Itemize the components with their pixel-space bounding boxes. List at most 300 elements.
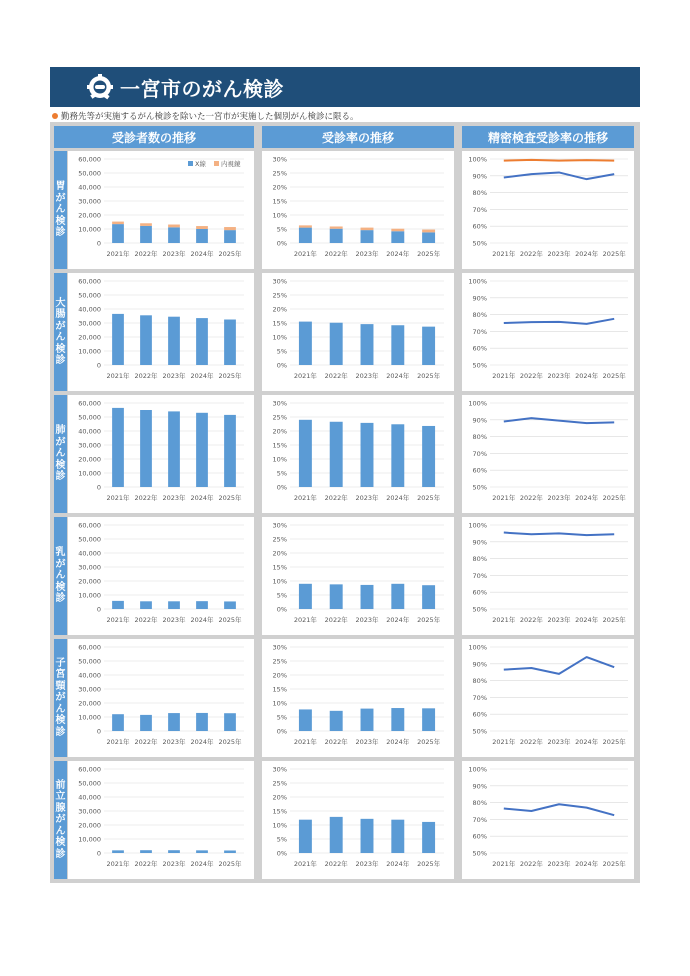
note-text: 勤務先等が実施するがん検診を除いた一宮市が実施した個別がん検診に限る。: [61, 112, 359, 122]
y-tick-label: 50,000: [78, 413, 101, 422]
y-tick-label: 20,000: [78, 699, 101, 708]
bar-X線: [196, 229, 208, 243]
x-tick-label: 2025年: [602, 616, 626, 624]
y-tick-label: 80%: [472, 677, 487, 686]
y-tick-label: 80%: [472, 799, 487, 808]
y-tick-label: 10,000: [78, 469, 101, 478]
x-tick-label: 2023年: [547, 738, 571, 746]
series-line: [504, 804, 614, 815]
x-tick-label: 2021年: [492, 860, 516, 868]
x-tick-label: 2024年: [190, 494, 214, 502]
detail-rate-chart: [462, 517, 634, 635]
x-tick-label: 2021年: [293, 372, 317, 380]
bar-X線: [330, 229, 343, 243]
y-tick-label: 30%: [272, 155, 287, 164]
x-tick-label: 2021年: [106, 250, 130, 258]
x-tick-label: 2021年: [492, 616, 516, 624]
x-tick-label: 2023年: [162, 616, 186, 624]
y-tick-label: 10,000: [78, 225, 101, 234]
bar: [196, 318, 208, 365]
y-tick-label: 50,000: [78, 535, 101, 544]
y-tick-label: 20%: [272, 427, 287, 436]
x-tick-label: 2025年: [417, 372, 441, 380]
bar: [330, 711, 343, 731]
bar-X線: [168, 227, 180, 243]
bar-内視鏡: [330, 226, 343, 228]
x-tick-label: 2025年: [218, 738, 242, 746]
series-line: [504, 418, 614, 423]
x-tick-label: 2025年: [218, 616, 242, 624]
bar-内視鏡: [361, 228, 374, 231]
x-tick-label: 2022年: [519, 250, 543, 258]
x-tick-label: 2025年: [602, 738, 626, 746]
x-tick-label: 2024年: [575, 616, 599, 624]
x-tick-label: 2024年: [386, 616, 410, 624]
bar: [330, 323, 343, 365]
y-tick-label: 100%: [468, 643, 487, 652]
legend-label: X線: [195, 160, 206, 168]
x-tick-label: 2024年: [190, 738, 214, 746]
y-tick-label: 0%: [276, 483, 287, 492]
x-tick-label: 2023年: [355, 372, 379, 380]
y-tick-label: 100%: [468, 399, 487, 408]
y-tick-label: 10%: [272, 821, 287, 830]
y-tick-label: 50%: [472, 727, 487, 736]
row-label: 子 宮 頸 が ん 検 診: [54, 639, 67, 757]
detail-rate-chart: [462, 273, 634, 391]
y-tick-label: 50,000: [78, 779, 101, 788]
y-tick-label: 40,000: [78, 549, 101, 558]
bar-X線: [361, 230, 374, 243]
series-line: [504, 533, 614, 536]
x-tick-label: 2025年: [602, 372, 626, 380]
x-tick-label: 2024年: [386, 860, 410, 868]
bar: [168, 411, 180, 487]
bar: [196, 601, 208, 609]
x-tick-label: 2021年: [106, 738, 130, 746]
x-tick-label: 2022年: [519, 616, 543, 624]
y-tick-label: 60%: [472, 222, 487, 231]
bar: [361, 324, 374, 365]
bar: [299, 709, 312, 731]
x-tick-label: 2021年: [293, 494, 317, 502]
bar-内視鏡: [299, 225, 312, 227]
x-tick-label: 2023年: [547, 494, 571, 502]
x-tick-label: 2022年: [134, 616, 158, 624]
x-tick-label: 2021年: [293, 616, 317, 624]
y-tick-label: 0: [96, 727, 101, 736]
y-tick-label: 50,000: [78, 291, 101, 300]
chart-svg: [68, 151, 254, 269]
y-tick-label: 50%: [472, 849, 487, 858]
y-tick-label: 80%: [472, 555, 487, 564]
y-tick-label: 10,000: [78, 347, 101, 356]
y-tick-label: 60,000: [78, 643, 101, 652]
bar: [140, 315, 152, 365]
count-chart: [68, 517, 254, 635]
bar-内視鏡: [196, 226, 208, 229]
y-tick-label: 10,000: [78, 835, 101, 844]
y-tick-label: 30,000: [78, 685, 101, 694]
chart-svg: [462, 151, 634, 269]
x-tick-label: 2023年: [355, 250, 379, 258]
x-tick-label: 2025年: [602, 494, 626, 502]
x-tick-label: 2023年: [547, 372, 571, 380]
y-tick-label: 100%: [468, 521, 487, 530]
bar: [391, 820, 404, 853]
chart-svg: [262, 273, 454, 391]
count-chart: [68, 761, 254, 879]
y-tick-label: 50%: [472, 361, 487, 370]
x-tick-label: 2024年: [386, 372, 410, 380]
bar: [391, 584, 404, 609]
y-tick-label: 60%: [472, 344, 487, 353]
bar-内視鏡: [391, 229, 404, 232]
rate-chart: [262, 761, 454, 879]
bar: [224, 415, 236, 487]
x-tick-label: 2024年: [386, 250, 410, 258]
detail-rate-chart: [462, 761, 634, 879]
chart-svg: [68, 273, 254, 391]
bar: [422, 822, 435, 853]
bar: [391, 424, 404, 487]
y-tick-label: 70%: [472, 571, 487, 580]
x-tick-label: 2022年: [324, 372, 348, 380]
bar: [168, 713, 180, 731]
x-tick-label: 2023年: [162, 738, 186, 746]
y-tick-label: 20,000: [78, 577, 101, 586]
x-tick-label: 2021年: [293, 738, 317, 746]
y-tick-label: 30,000: [78, 197, 101, 206]
bar: [112, 850, 124, 853]
bar-X線: [224, 230, 236, 243]
y-tick-label: 90%: [472, 660, 487, 669]
page-title: 一宮市のがん検診: [120, 76, 284, 101]
bar: [361, 423, 374, 487]
chart-svg: [462, 639, 634, 757]
y-tick-label: 0%: [276, 727, 287, 736]
y-tick-label: 20,000: [78, 821, 101, 830]
y-tick-label: 0%: [276, 239, 287, 248]
bar: [168, 317, 180, 365]
bar: [112, 601, 124, 609]
y-tick-label: 100%: [468, 155, 487, 164]
chart-svg: [262, 639, 454, 757]
bar: [422, 327, 435, 365]
x-tick-label: 2024年: [575, 494, 599, 502]
bar-内視鏡: [140, 223, 152, 226]
y-tick-label: 60%: [472, 832, 487, 841]
column-header-count: 受診者数の推移: [54, 126, 254, 148]
x-tick-label: 2025年: [602, 250, 626, 258]
x-tick-label: 2022年: [134, 860, 158, 868]
x-tick-label: 2022年: [134, 372, 158, 380]
bar: [361, 709, 374, 731]
y-tick-label: 25%: [272, 779, 287, 788]
y-tick-label: 90%: [472, 416, 487, 425]
bar: [224, 601, 236, 609]
y-tick-label: 30%: [272, 521, 287, 530]
row-label: 乳 が ん 検 診: [54, 517, 67, 635]
y-tick-label: 5%: [276, 469, 287, 478]
x-tick-label: 2023年: [162, 860, 186, 868]
series-line: [504, 657, 614, 674]
y-tick-label: 25%: [272, 413, 287, 422]
x-tick-label: 2023年: [547, 250, 571, 258]
bar-X線: [391, 231, 404, 243]
chart-svg: [262, 151, 454, 269]
y-tick-label: 70%: [472, 449, 487, 458]
y-tick-label: 25%: [272, 291, 287, 300]
x-tick-label: 2021年: [293, 860, 317, 868]
y-tick-label: 20%: [272, 305, 287, 314]
y-tick-label: 20,000: [78, 211, 101, 220]
y-tick-label: 15%: [272, 563, 287, 572]
x-tick-label: 2021年: [106, 372, 130, 380]
bar: [140, 850, 152, 853]
x-tick-label: 2021年: [106, 494, 130, 502]
y-tick-label: 100%: [468, 765, 487, 774]
y-tick-label: 30,000: [78, 807, 101, 816]
legend-label: 内視鏡: [221, 160, 241, 168]
y-tick-label: 60,000: [78, 521, 101, 530]
x-tick-label: 2022年: [324, 860, 348, 868]
x-tick-label: 2023年: [355, 738, 379, 746]
y-tick-label: 30,000: [78, 441, 101, 450]
x-tick-label: 2021年: [293, 250, 317, 258]
bar: [361, 585, 374, 609]
chart-svg: [462, 517, 634, 635]
legend-swatch: [188, 161, 193, 166]
bar: [361, 819, 374, 853]
rate-chart: [262, 151, 454, 269]
y-tick-label: 10%: [272, 211, 287, 220]
count-chart: [68, 151, 254, 269]
bar: [299, 584, 312, 609]
series-line: [504, 160, 614, 161]
bar-内視鏡: [112, 222, 124, 225]
x-tick-label: 2022年: [324, 738, 348, 746]
x-tick-label: 2021年: [492, 250, 516, 258]
y-tick-label: 20%: [272, 549, 287, 558]
y-tick-label: 50,000: [78, 169, 101, 178]
y-tick-label: 100%: [468, 277, 487, 286]
bar-X線: [140, 226, 152, 243]
x-tick-label: 2024年: [190, 250, 214, 258]
y-tick-label: 10%: [272, 577, 287, 586]
y-tick-label: 5%: [276, 835, 287, 844]
y-tick-label: 5%: [276, 347, 287, 356]
y-tick-label: 20,000: [78, 455, 101, 464]
y-tick-label: 40,000: [78, 793, 101, 802]
y-tick-label: 90%: [472, 538, 487, 547]
x-tick-label: 2022年: [519, 860, 543, 868]
chart-svg: [262, 761, 454, 879]
chart-svg: [68, 395, 254, 513]
x-tick-label: 2023年: [355, 616, 379, 624]
chart-svg: [462, 761, 634, 879]
y-tick-label: 50%: [472, 605, 487, 614]
bar: [330, 817, 343, 853]
row-label: 胃 が ん 検 診: [54, 151, 67, 269]
y-tick-label: 5%: [276, 225, 287, 234]
row-label: 前 立 腺 が ん 検 診: [54, 761, 67, 879]
y-tick-label: 50,000: [78, 657, 101, 666]
y-tick-label: 90%: [472, 172, 487, 181]
bar: [140, 715, 152, 731]
count-chart: [68, 395, 254, 513]
bar: [224, 850, 236, 853]
x-tick-label: 2022年: [134, 250, 158, 258]
y-tick-label: 80%: [472, 433, 487, 442]
y-tick-label: 20%: [272, 671, 287, 680]
bar-X線: [422, 232, 435, 243]
bar-内視鏡: [422, 230, 435, 233]
y-tick-label: 15%: [272, 441, 287, 450]
y-tick-label: 25%: [272, 535, 287, 544]
y-tick-label: 0%: [276, 605, 287, 614]
rate-chart: [262, 639, 454, 757]
rate-chart: [262, 517, 454, 635]
x-tick-label: 2025年: [218, 494, 242, 502]
y-tick-label: 80%: [472, 189, 487, 198]
x-tick-label: 2025年: [417, 250, 441, 258]
y-tick-label: 60,000: [78, 277, 101, 286]
bar-X線: [112, 224, 124, 243]
y-tick-label: 15%: [272, 685, 287, 694]
bar: [112, 314, 124, 365]
x-tick-label: 2024年: [386, 738, 410, 746]
x-tick-label: 2022年: [324, 250, 348, 258]
x-tick-label: 2021年: [106, 616, 130, 624]
y-tick-label: 70%: [472, 815, 487, 824]
x-tick-label: 2021年: [492, 494, 516, 502]
x-tick-label: 2023年: [162, 372, 186, 380]
y-tick-label: 30,000: [78, 319, 101, 328]
chart-svg: [68, 639, 254, 757]
x-tick-label: 2024年: [575, 250, 599, 258]
y-tick-label: 5%: [276, 713, 287, 722]
y-tick-label: 30%: [272, 643, 287, 652]
bar: [422, 708, 435, 731]
bar: [330, 422, 343, 487]
x-tick-label: 2024年: [386, 494, 410, 502]
y-tick-label: 10%: [272, 699, 287, 708]
x-tick-label: 2025年: [218, 372, 242, 380]
x-tick-label: 2022年: [324, 494, 348, 502]
bar: [196, 413, 208, 487]
x-tick-label: 2024年: [575, 860, 599, 868]
y-tick-label: 50%: [472, 239, 487, 248]
bar: [391, 708, 404, 731]
y-tick-label: 40,000: [78, 305, 101, 314]
x-tick-label: 2023年: [355, 860, 379, 868]
x-tick-label: 2024年: [575, 372, 599, 380]
y-tick-label: 10%: [272, 455, 287, 464]
x-tick-label: 2022年: [134, 738, 158, 746]
y-tick-label: 0: [96, 361, 101, 370]
x-tick-label: 2024年: [190, 372, 214, 380]
y-tick-label: 0: [96, 849, 101, 858]
bar: [168, 850, 180, 853]
y-tick-label: 80%: [472, 311, 487, 320]
y-tick-label: 70%: [472, 693, 487, 702]
y-tick-label: 60,000: [78, 765, 101, 774]
bar: [391, 325, 404, 365]
y-tick-label: 25%: [272, 657, 287, 666]
x-tick-label: 2024年: [190, 860, 214, 868]
bar: [112, 408, 124, 487]
y-tick-label: 0: [96, 605, 101, 614]
chart-svg: [462, 273, 634, 391]
y-tick-label: 0: [96, 239, 101, 248]
y-tick-label: 10,000: [78, 713, 101, 722]
bar: [140, 410, 152, 487]
bar: [299, 820, 312, 853]
y-tick-label: 15%: [272, 807, 287, 816]
x-tick-label: 2022年: [324, 616, 348, 624]
y-tick-label: 40,000: [78, 427, 101, 436]
footnote: [52, 110, 359, 122]
y-tick-label: 40,000: [78, 671, 101, 680]
y-tick-label: 20%: [272, 183, 287, 192]
x-tick-label: 2025年: [218, 250, 242, 258]
count-chart: [68, 273, 254, 391]
y-tick-label: 0%: [276, 849, 287, 858]
bar: [168, 601, 180, 609]
x-tick-label: 2023年: [162, 494, 186, 502]
city-emblem-icon: [86, 73, 114, 101]
x-tick-label: 2023年: [547, 616, 571, 624]
x-tick-label: 2021年: [106, 860, 130, 868]
x-tick-label: 2022年: [519, 738, 543, 746]
y-tick-label: 0%: [276, 361, 287, 370]
y-tick-label: 30%: [272, 399, 287, 408]
x-tick-label: 2025年: [417, 860, 441, 868]
y-tick-label: 60%: [472, 710, 487, 719]
bar-内視鏡: [168, 225, 180, 228]
bar: [140, 601, 152, 609]
y-tick-label: 15%: [272, 197, 287, 206]
x-tick-label: 2021年: [492, 372, 516, 380]
y-tick-label: 10%: [272, 333, 287, 342]
x-tick-label: 2025年: [417, 616, 441, 624]
y-tick-label: 70%: [472, 327, 487, 336]
rate-chart: [262, 273, 454, 391]
y-tick-label: 25%: [272, 169, 287, 178]
bar: [422, 426, 435, 487]
legend-swatch: [214, 161, 219, 166]
y-tick-label: 30%: [272, 765, 287, 774]
detail-rate-chart: [462, 151, 634, 269]
x-tick-label: 2025年: [417, 494, 441, 502]
bar: [224, 320, 236, 366]
x-tick-label: 2023年: [355, 494, 379, 502]
y-tick-label: 0: [96, 483, 101, 492]
x-tick-label: 2025年: [218, 860, 242, 868]
bar: [196, 850, 208, 853]
x-tick-label: 2022年: [519, 372, 543, 380]
y-tick-label: 90%: [472, 782, 487, 791]
row-label: 大 腸 が ん 検 診: [54, 273, 67, 391]
x-tick-label: 2025年: [602, 860, 626, 868]
y-tick-label: 70%: [472, 205, 487, 214]
row-label: 肺 が ん 検 診: [54, 395, 67, 513]
y-tick-label: 90%: [472, 294, 487, 303]
y-tick-label: 30%: [272, 277, 287, 286]
y-tick-label: 30,000: [78, 563, 101, 572]
y-tick-label: 60,000: [78, 399, 101, 408]
